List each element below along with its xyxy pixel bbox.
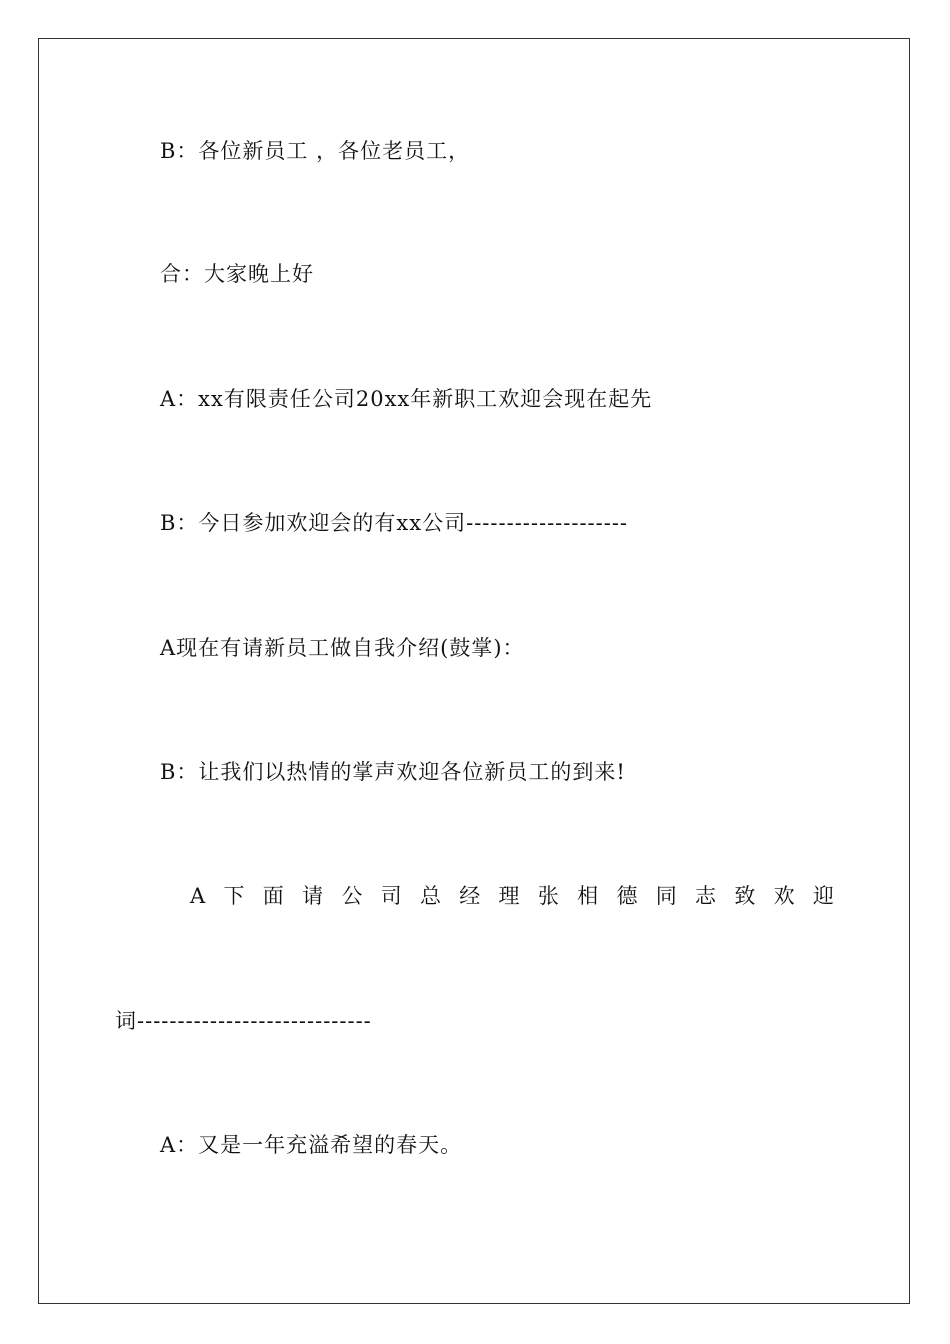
dialogue-line-8: 词-----------------------------: [115, 1009, 372, 1033]
spread-char: 德: [616, 884, 639, 908]
spread-char: 司: [380, 884, 403, 908]
dialogue-line-2: 合：大家晚上好: [160, 262, 314, 286]
spread-char: 迎: [812, 884, 835, 908]
spread-char: 公: [341, 884, 364, 908]
spread-char: 相: [577, 884, 600, 908]
spread-char: 张: [537, 884, 560, 908]
spread-char: 下: [223, 884, 246, 908]
dialogue-line-6: B：让我们以热情的掌声欢迎各位新员工的到来!: [160, 760, 626, 784]
spread-char: 经: [459, 884, 482, 908]
dialogue-line-3: A：xx有限责任公司20xx年新职工欢迎会现在起先: [160, 387, 653, 411]
dialogue-line-9: A：又是一年充溢希望的春天。: [160, 1133, 463, 1157]
dialogue-line-7: [190, 881, 835, 911]
spread-char: A: [190, 884, 207, 908]
page-border: [38, 38, 910, 1304]
dialogue-line-1: B：各位新员工 ，各位老员工，: [160, 139, 471, 163]
spread-char: 致: [734, 884, 757, 908]
dialogue-line-4: B：今日参加欢迎会的有xx公司--------------------: [160, 511, 629, 535]
spread-char: 志: [695, 884, 718, 908]
spread-char: 欢: [773, 884, 796, 908]
spread-char: 同: [655, 884, 678, 908]
spread-char: 请: [302, 884, 325, 908]
spread-char: 理: [498, 884, 521, 908]
spread-char: 总: [419, 884, 442, 908]
spread-char: 面: [262, 884, 285, 908]
dialogue-line-5: A现在有请新员工做自我介绍(鼓掌)：: [160, 636, 525, 660]
